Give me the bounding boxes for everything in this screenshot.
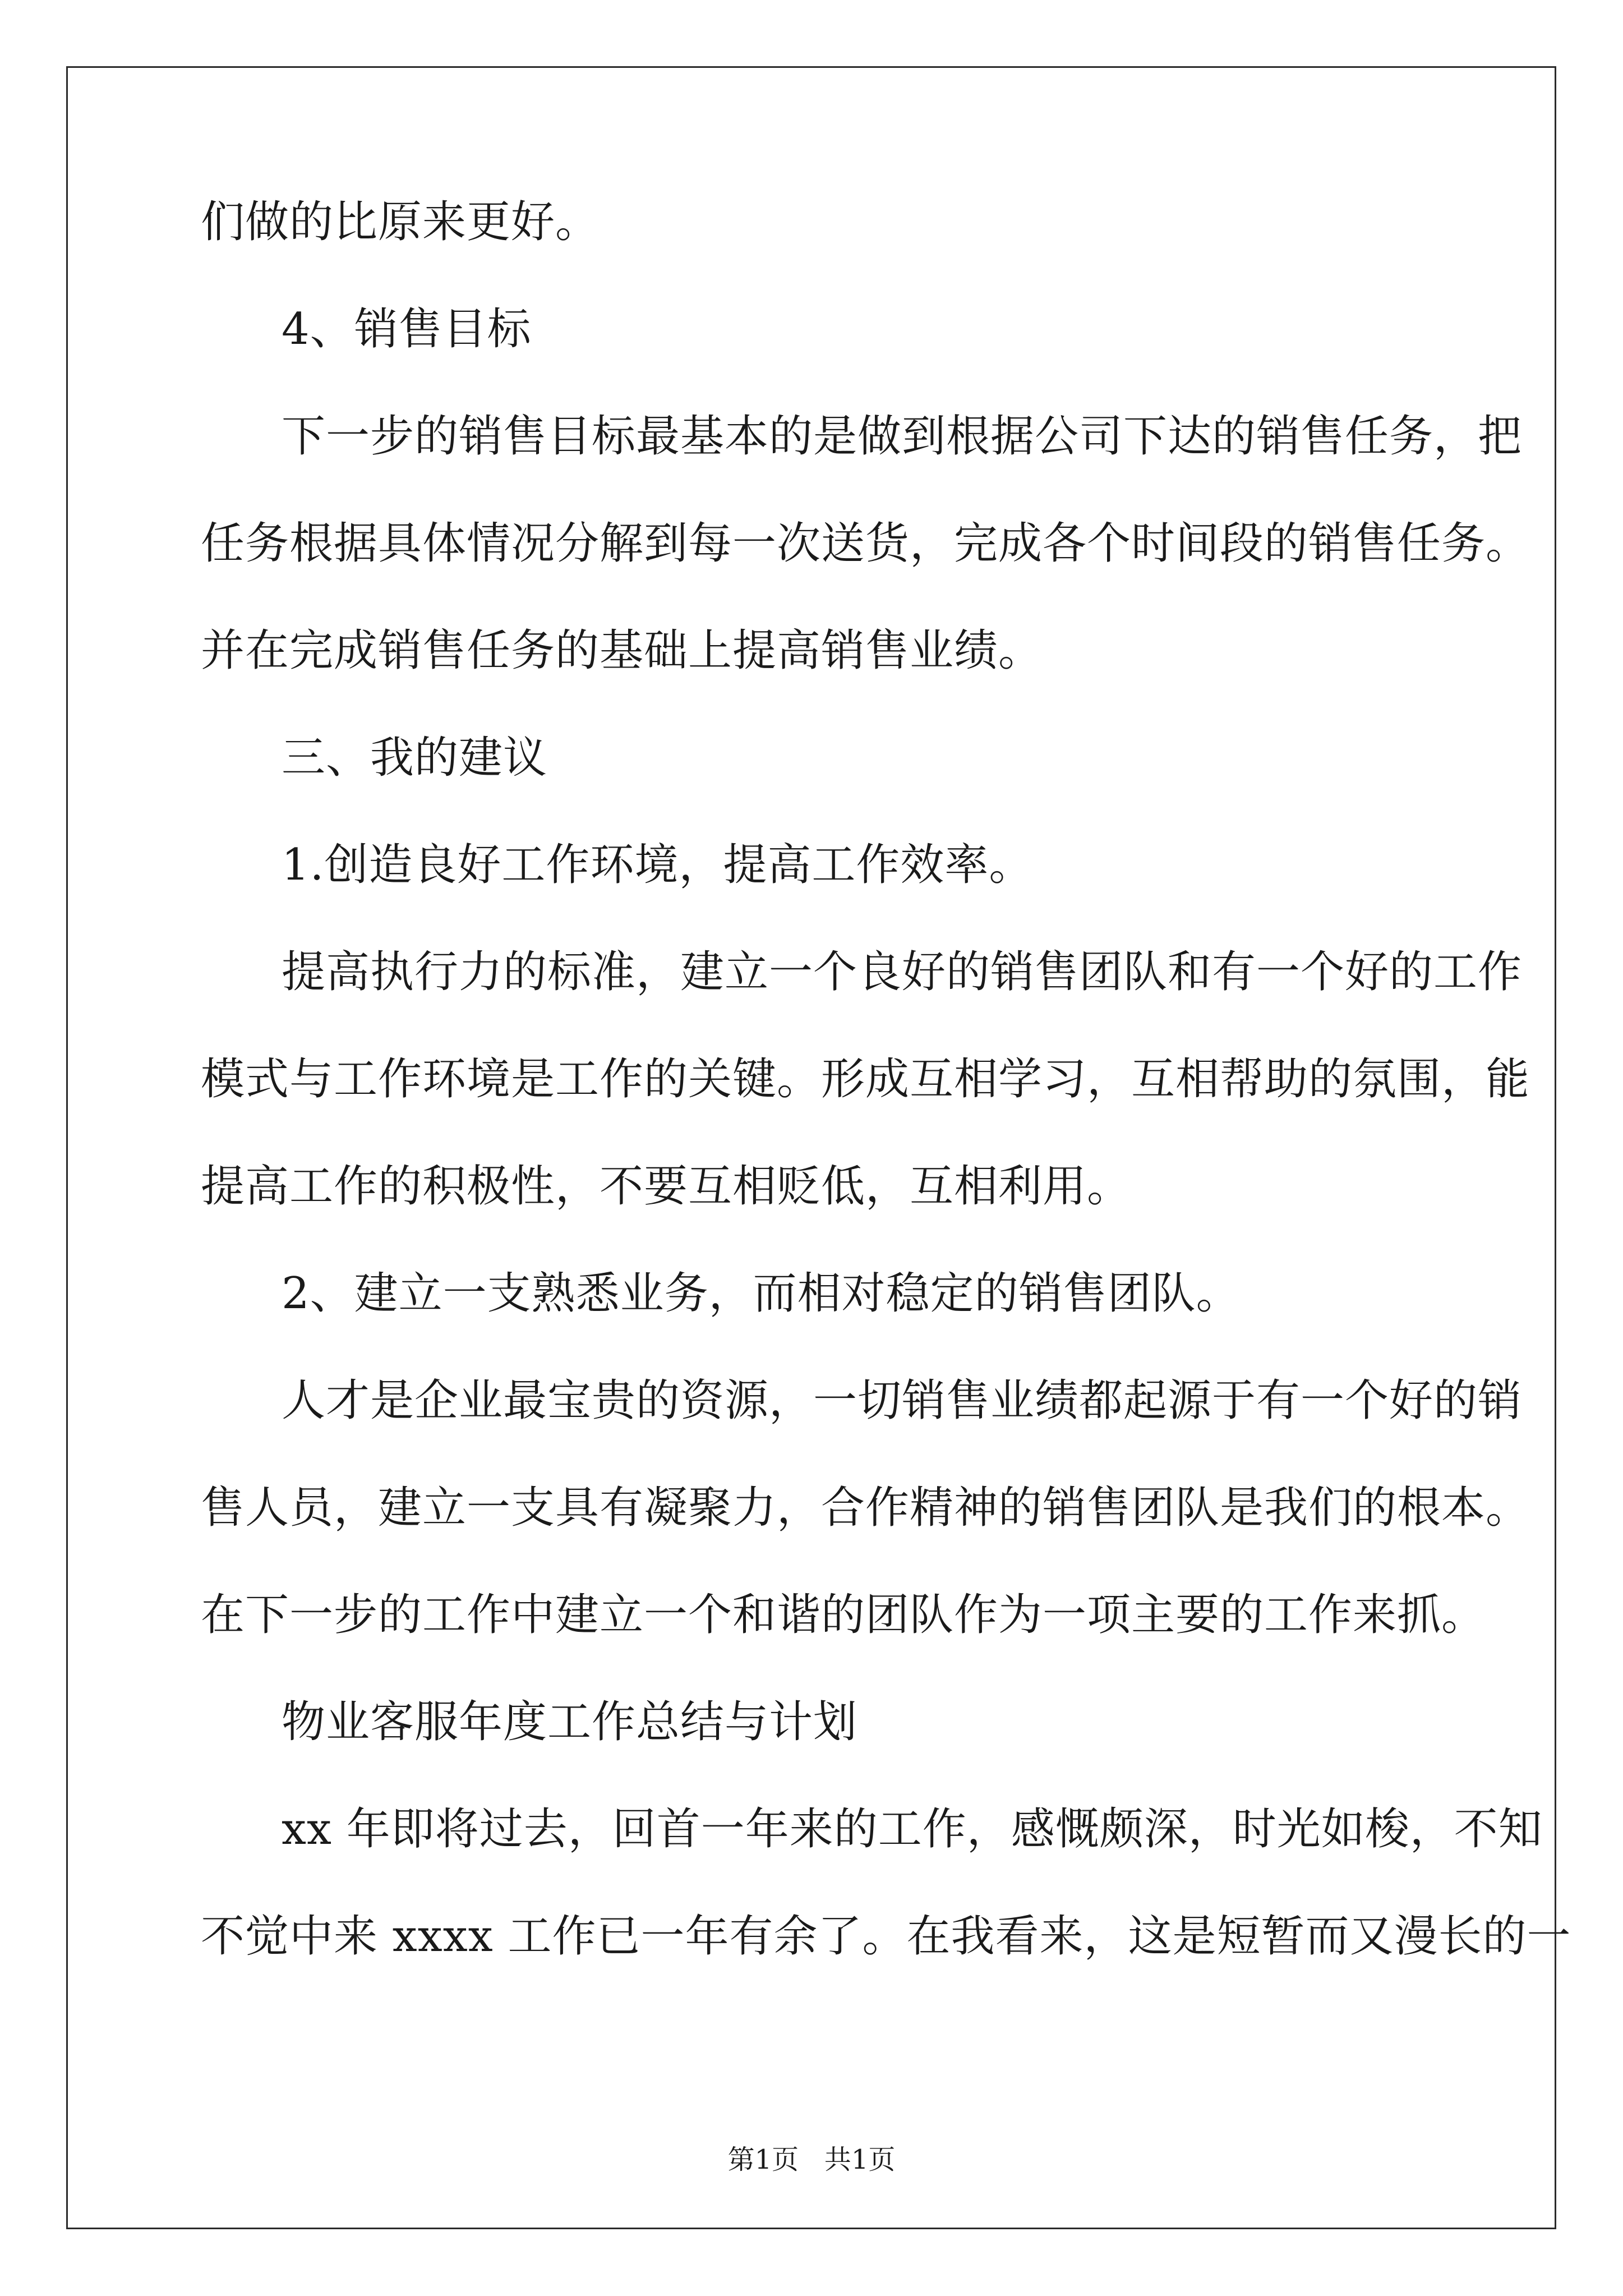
body-line: 提高执行力的标准，建立一个良好的销售团队和有一个好的工作 bbox=[282, 947, 1523, 997]
body-line: 售人员，建立一支具有凝聚力，合作精神的销售团队是我们的根本。 bbox=[201, 1483, 1530, 1533]
document-body bbox=[201, 195, 1571, 2017]
body-line: 并在完成销售任务的基础上提高销售业绩。 bbox=[201, 625, 1043, 676]
article-title: 物业客服年度工作总结与计划 bbox=[282, 1697, 858, 1747]
body-line: 模式与工作环境是工作的关键。形成互相学习，互相帮助的氛围，能 bbox=[201, 1054, 1530, 1105]
body-line: xx 年即将过去，回首一年来的工作，感慨颇深，时光如梭，不知 bbox=[282, 1804, 1543, 1855]
body-line: 们做的比原来更好。 bbox=[201, 197, 600, 247]
body-line: 在下一步的工作中建立一个和谐的团队作为一项主要的工作来抓。 bbox=[201, 1590, 1486, 1640]
body-line: 人才是企业最宝贵的资源，一切销售业绩都起源于有一个好的销 bbox=[282, 1375, 1523, 1426]
section-heading-suggestions: 三、我的建议 bbox=[282, 733, 548, 783]
body-line: 提高工作的积极性，不要互相贬低，互相利用。 bbox=[201, 1161, 1132, 1212]
body-line: 不觉中来 xxxx 工作已一年有余了。在我看来，这是短暂而又漫长的一 bbox=[201, 1911, 1571, 1962]
page-number-footer: 第1页 共1页 bbox=[727, 2144, 896, 2175]
body-line: 下一步的销售目标最基本的是做到根据公司下达的销售任务，把 bbox=[282, 411, 1523, 462]
subheading-work-environment: 1.创造良好工作环境，提高工作效率。 bbox=[282, 840, 1034, 890]
section-heading-sales-target: 4、销售目标 bbox=[282, 304, 532, 355]
subheading-sales-team: 2、建立一支熟悉业务，而相对稳定的销售团队。 bbox=[282, 1268, 1241, 1319]
body-line: 任务根据具体情况分解到每一次送货，完成各个时间段的销售任务。 bbox=[201, 518, 1530, 569]
